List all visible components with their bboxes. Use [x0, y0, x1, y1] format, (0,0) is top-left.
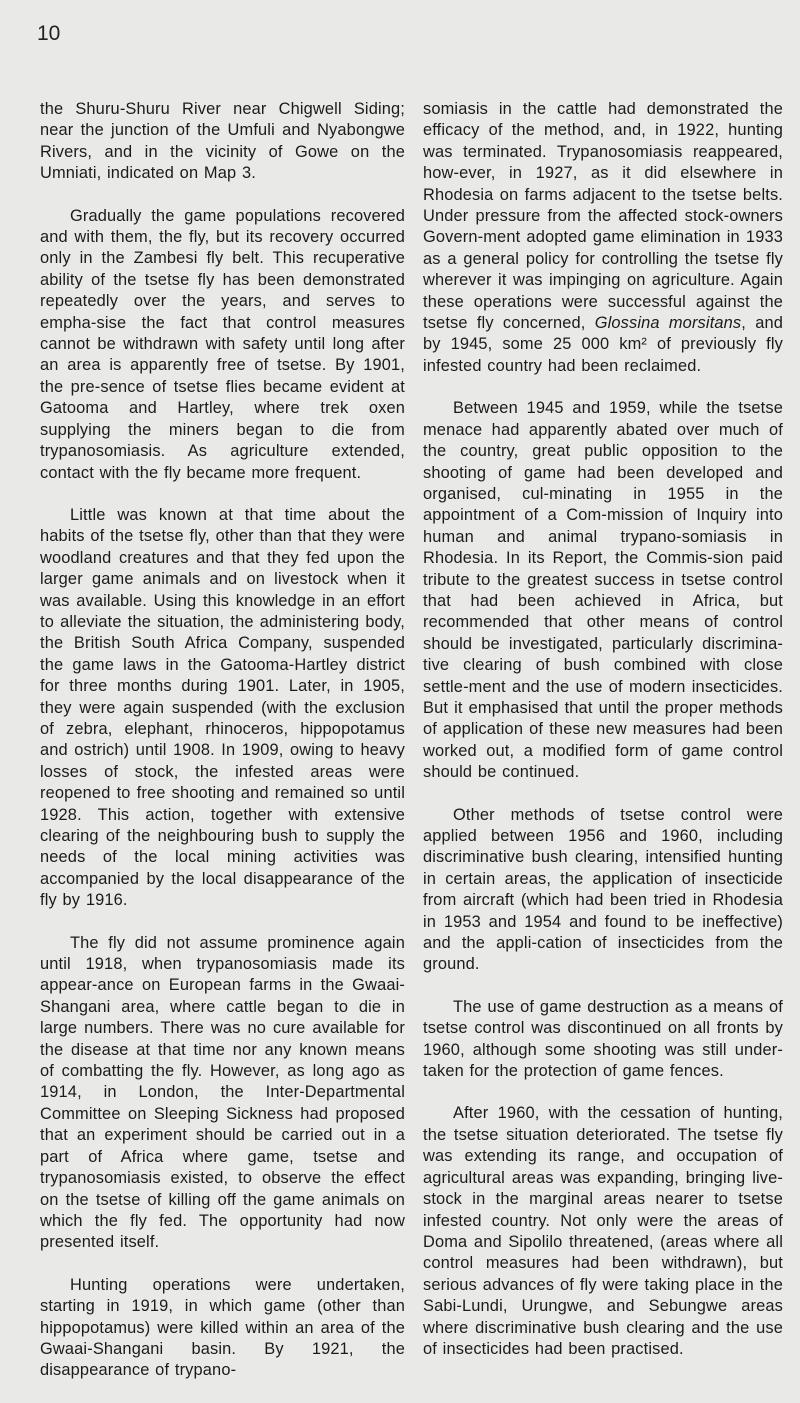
species-name: Glossina morsitans [594, 314, 742, 333]
paragraph-game-destruction-discontinued: The use of game destruction as a means of tsetse control was discontinued on all fronts by 1960, although some shooting was still under-taken for the protection of game fences. [423, 997, 783, 1081]
paragraph-continuation: the Shuru-Shuru River near Chigwell Siding; near the junction of the Umfuli and Nyabongwe Rivers, and in the vicinity of Gowe on the Umniati, indicated on Map 3. [40, 100, 405, 183]
paragraph-fly-prominence: The fly did not assume prominence again until 1918, when trypanosomiasis made its appear-ance on European farms in the Gwaai-Shangani area, where cattle began to die in large numbers. There was no cure available for the disease at that time nor any known means of combatting the fly. However, as long ago as 1914, in London, the Inter-Departmental Committee on Sleeping Sickness had proposed that an experiment should be carried out in a part of Africa where game, tsetse and trypanosomiasis existed, to observe the effect on the tsetse of killing off the game animals on which the fly fed. The opportunity had now presented itself. [40, 933, 405, 1252]
paragraph-tsetse-habits: Little was known at that time about the habits of the tsetse fly, other than that they were woodland creatures and that they fed upon the larger game animals and on livestock when it was available. Using this knowledge in an effort to alleviate the situation, the administering body, the British South Africa Company, suspended the game laws in the Gatooma-Hartley district for three months during 1901. Later, in 1905, they were again suspended (with the exclusion of zebra, elephant, rhinoceros, hippopotamus and ostrich) until 1908. In 1909, owing to heavy losses of stock, the infested areas were reopened to free shooting and remained so until 1928. This action, together with extensive clearing of the neighbouring bush to supply the needs of the local mining activities was accompanied by the local disappearance of the fly by 1916. [40, 505, 405, 910]
paragraph-commission-of-inquiry: Between 1945 and 1959, while the tsetse menace had apparently abated over much of the country, great public opposition to the shooting of game had been developed and organised, cul-minating in 1955 in the appointment of a Com-mission of Inquiry into human and animal trypano-somiasis in Rhodesia. In its Report, the Commis-sion paid tribute to the greatest success in tsetse control that had been achieved in Africa, but recommended that other means of control should be investigated, particularly discrimina-tive clearing of bush combined with close settle-ment and the use of modern insecticides. But it emphasised that until the proper methods of application of these new measures had been worked out, a modified form of game control should be continued. [423, 399, 783, 782]
paragraph-after-1960: After 1960, with the cessation of hunting, the tsetse situation deteriorated. The tsetse fly was extending its range, and occupation of agricultural areas was expanding, bringing live-stock in the marginal areas nearer to tsetse infested country. Not only were the areas of Doma and Sipolilo threatened, (areas where all control measures had been withdrawn), but serious advances of fly were taking place in the Sabi-Lundi, Urungwe, and Sebungwe areas where discriminative bush clearing and the use of insecticides had been practised. [423, 1104, 783, 1358]
paragraph-text-before-species: somiasis in the cattle had demonstrated the efficacy of the method, and, in 1922, hunting was terminated. Trypanosomiasis reappeared, how-ever, in 1927, as it did elsewhere in Rhodesia on farms adjacent to the tsetse belts. Under pressure from the affected stock-owners Govern-ment adopted game elimination in 1933 as a general policy for controlling the tsetse fly wherever it was impinging on agriculture. Again these operations were successful against the tsetse fly concerned, [423, 100, 783, 333]
paragraph-game-elimination [423, 99, 783, 377]
right-column [423, 99, 783, 1381]
left-column [40, 99, 405, 1403]
paragraph-other-methods: Other methods of tsetse control were applied between 1956 and 1960, including discriminative bush clearing, intensified hunting in certain areas, the application of insecticide from aircraft (which had been tried in Rhodesia in 1953 and 1954 and found to be ineffective) and the appli-cation of insecticides from the ground. [423, 805, 783, 974]
paragraph-hunting-operations: Hunting operations were undertaken, starting in 1919, in which game (other than hippopotamus) were killed within an area of the Gwaai-Shangani basin. By 1921, the disappearance of trypano- [40, 1275, 405, 1380]
page-number: 10 [37, 22, 61, 45]
paragraph-text-after-species: , and by 1945, some 25 000 km² of previously fly infested country had been reclaimed. [423, 314, 783, 375]
paragraph-game-recovery: Gradually the game populations recovered and with them, the fly, but its recovery occurred only in the Zambesi fly belt. This recuperative ability of the tsetse fly has been demonstrated repeatedly over the years, and serves to empha-sise the fact that control measures cannot be withdrawn with safety until long after an area is apparently free of tsetse. By 1901, the pre-sence of tsetse flies became evident at Gatooma and Hartley, where trek oxen supplying the miners began to die from trypanosomiasis. As agriculture extended, contact with the fly became more frequent. [40, 206, 405, 482]
